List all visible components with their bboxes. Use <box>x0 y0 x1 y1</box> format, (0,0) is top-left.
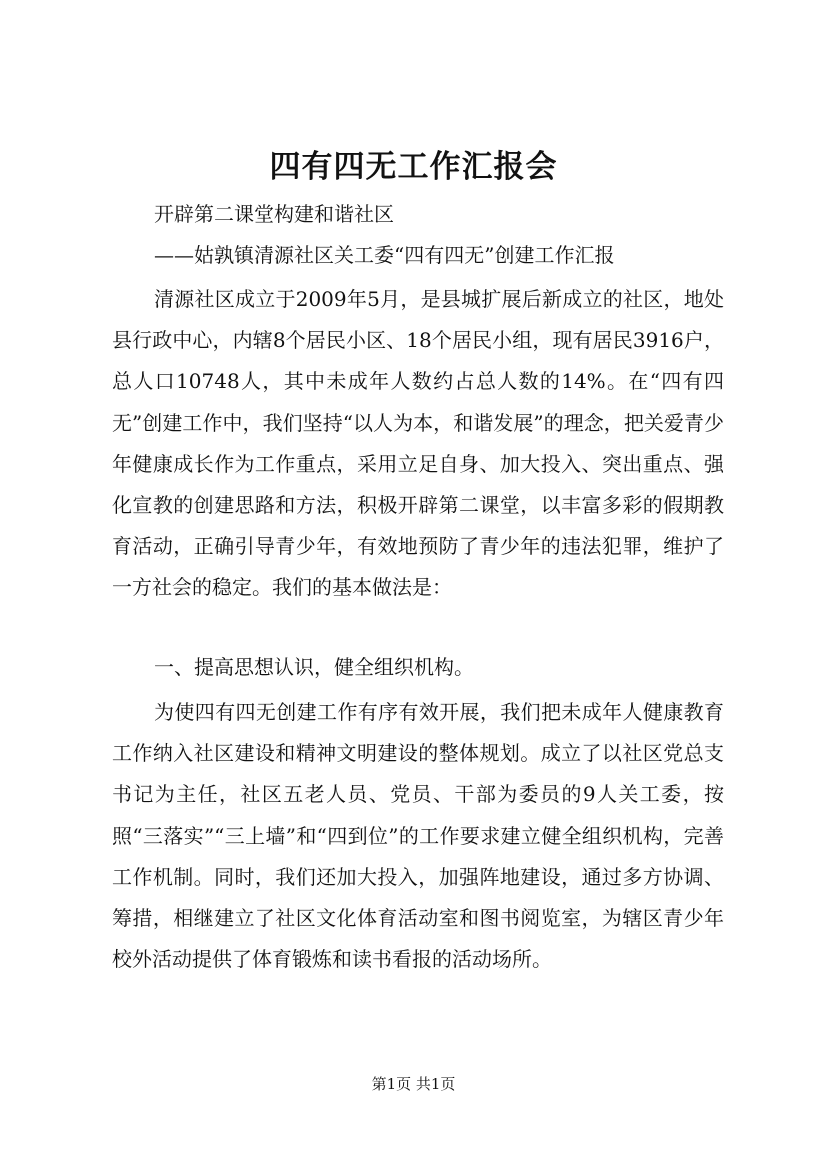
document-title: 四有四无工作汇报会 <box>269 149 558 185</box>
paragraph-intro: 清源社区成立于2009年5月，是县城扩展后新成立的社区，地处县行政中心，内辖8个居民小区、18个居民小组，现有居民3916户，总人口10748人，其中未成年人数约占总人数的14%。在“四有四无”创建工作中，我们坚持“以人为本，和谐发展”的理念，把关爱青少年健康成长作为工作重点，采用立足自身、加大投入、突出重点、强化宣教的创建思路和方法，积极开辟第二课堂，以丰富多彩的假期教育活动，正确引导青少年，有效地预防了青少年的违法犯罪，维护了一方社会的稳定。我们的基本做法是： <box>112 287 724 600</box>
document-subtitle-2: ——姑孰镇清源社区关工委“四有四无”创建工作汇报 <box>154 243 615 267</box>
page-footer: 第1页 共1页 <box>371 1075 456 1093</box>
paragraph-2: 为使四有四无创建工作有序有效开展，我们把未成年人健康教育工作纳入社区建设和精神文明建设的整体规划。成立了以社区党总支书记为主任，社区五老人员、党员、干部为委员的9人关工委，按照“三落实”“三上墙”和“四到位”的工作要求建立健全组织机构，完善工作机制。同时，我们还加大投入，加强阵地建设，通过多方协调、筹措，相继建立了社区文化体育活动室和图书阅览室，为辖区青少年校外活动提供了体育锻炼和读书看报的活动场所。 <box>112 700 724 972</box>
document-subtitle: 开辟第二课堂构建和谐社区 <box>154 202 394 226</box>
section-heading-1: 一、提高思想认识，健全组织机构。 <box>154 655 474 679</box>
